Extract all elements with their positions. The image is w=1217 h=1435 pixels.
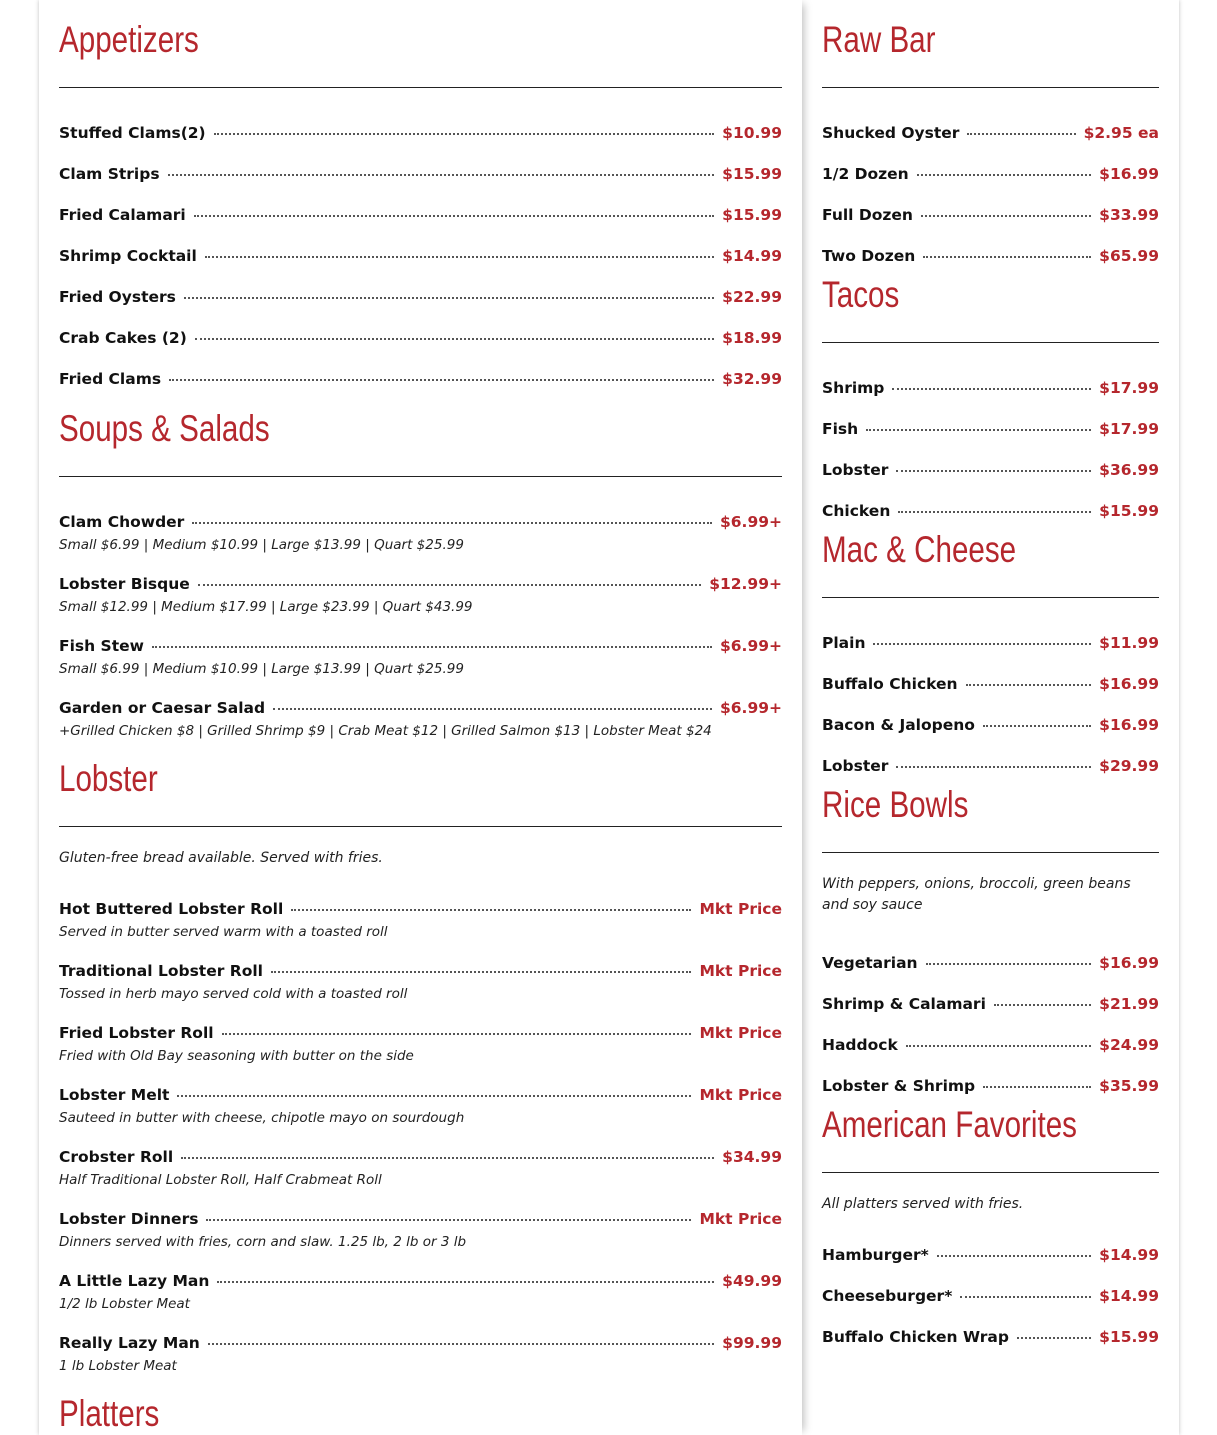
item-price: $6.99+ — [719, 637, 782, 655]
item-price: $65.99 — [1099, 247, 1159, 265]
menu-item — [822, 952, 1159, 993]
section-tacos — [822, 275, 1159, 530]
section-note: Gluten-free bread available. Served with fries. — [59, 850, 383, 866]
section-title: Appetizers — [59, 19, 199, 60]
dot-leader — [198, 584, 701, 586]
item-name: Buffalo Chicken — [822, 675, 958, 693]
item-name: A Little Lazy Man — [59, 1272, 210, 1290]
item-name: Shrimp — [822, 379, 885, 397]
item-name: Two Dozen — [822, 247, 916, 265]
section-lobster — [59, 759, 782, 1394]
menu-item — [59, 960, 782, 1022]
item-price: $18.99 — [722, 329, 782, 347]
item-price: $32.99 — [722, 370, 782, 388]
dot-leader — [966, 684, 1092, 686]
section-title: Platters — [59, 1393, 160, 1434]
menu-item — [822, 1075, 1159, 1105]
item-name: Really Lazy Man — [59, 1334, 200, 1352]
item-description: Fried with Old Bay seasoning with butter on the side — [59, 1048, 414, 1064]
menu-item — [59, 122, 782, 163]
item-name: 1/2 Dozen — [822, 165, 909, 183]
menu-item — [822, 245, 1159, 275]
dot-leader — [917, 174, 1091, 176]
dot-leader — [898, 511, 1091, 513]
section-note: With peppers, onions, broccoli, green beans and soy sauce — [822, 876, 1131, 913]
item-price: $17.99 — [1099, 420, 1159, 438]
item-price: $15.99 — [1099, 502, 1159, 520]
item-price: $36.99 — [1099, 461, 1159, 479]
menu-item — [822, 1034, 1159, 1075]
item-price: $33.99 — [1099, 206, 1159, 224]
item-price: Mkt Price — [699, 1024, 782, 1042]
item-price: $17.99 — [1099, 379, 1159, 397]
item-name: Crobster Roll — [59, 1148, 174, 1166]
item-name: Fried Oysters — [59, 288, 176, 306]
item-price: $29.99 — [1099, 757, 1159, 775]
item-name: Hot Buttered Lobster Roll — [59, 900, 284, 918]
item-price: $14.99 — [1099, 1287, 1159, 1305]
item-price: Mkt Price — [699, 900, 782, 918]
menu-item — [59, 1146, 782, 1208]
section-appetizers — [59, 20, 782, 409]
section-soups-salads — [59, 409, 782, 759]
menu-item — [59, 1332, 782, 1394]
item-name: Fried Clams — [59, 370, 162, 388]
dot-leader — [937, 1255, 1091, 1257]
section-rice-bowls — [822, 785, 1159, 1105]
item-name: Fried Lobster Roll — [59, 1024, 214, 1042]
item-description: Served in butter served warm with a toasted roll — [59, 924, 388, 940]
menu-item — [822, 459, 1159, 500]
item-name: Full Dozen — [822, 206, 913, 224]
dot-leader — [217, 1281, 714, 1283]
dot-leader — [181, 1157, 714, 1159]
item-price: Mkt Price — [699, 1086, 782, 1104]
dot-leader — [195, 338, 714, 340]
menu-item — [59, 368, 782, 409]
menu-item — [59, 204, 782, 245]
menu-item — [59, 245, 782, 286]
item-price: $10.99 — [722, 124, 782, 142]
section-raw-bar — [822, 20, 1159, 275]
dot-leader — [273, 708, 712, 710]
menu-item — [822, 1326, 1159, 1367]
section-note: All platters served with fries. — [822, 1196, 1024, 1212]
dot-leader — [896, 470, 1091, 472]
item-name: Cheeseburger* — [822, 1287, 953, 1305]
item-description: +Grilled Chicken $8 | Grilled Shrimp $9 | Crab Meat $12 | Grilled Salmon $13 | Lobster Meat $24 — [59, 723, 712, 739]
menu-item — [822, 993, 1159, 1034]
menu-item — [822, 755, 1159, 785]
item-name: Garden or Caesar Salad — [59, 699, 266, 717]
section-title: Tacos — [822, 274, 900, 315]
menu-item — [59, 635, 782, 697]
item-price: $15.99 — [722, 206, 782, 224]
dot-leader — [184, 297, 714, 299]
menu-item — [822, 673, 1159, 714]
item-name: Lobster & Shrimp — [822, 1077, 976, 1095]
dot-leader — [169, 379, 714, 381]
item-name: Haddock — [822, 1036, 898, 1054]
item-price: $99.99 — [722, 1334, 782, 1352]
dot-leader — [892, 388, 1091, 390]
item-price: $6.99+ — [719, 699, 782, 717]
menu-item — [822, 204, 1159, 245]
item-name: Shucked Oyster — [822, 124, 960, 142]
item-name: Fried Calamari — [59, 206, 186, 224]
section-mac-cheese — [822, 530, 1159, 785]
dot-leader — [1017, 1337, 1091, 1339]
menu-item — [822, 1285, 1159, 1326]
item-name: Stuffed Clams(2) — [59, 124, 206, 142]
menu-item — [59, 1208, 782, 1270]
item-price: $24.99 — [1099, 1036, 1159, 1054]
menu-item — [59, 286, 782, 327]
dot-leader — [921, 215, 1091, 217]
dot-leader — [994, 1004, 1091, 1006]
dot-leader — [192, 522, 712, 524]
dot-leader — [222, 1033, 692, 1035]
section-title: Mac & Cheese — [822, 529, 1017, 570]
dot-leader — [923, 256, 1091, 258]
menu-item — [59, 1022, 782, 1084]
dot-leader — [177, 1095, 691, 1097]
menu-item — [59, 1084, 782, 1146]
dot-leader — [983, 725, 1091, 727]
menu-item — [822, 122, 1159, 163]
item-price: $34.99 — [722, 1148, 782, 1166]
item-price: $16.99 — [1099, 954, 1159, 972]
item-description: Half Traditional Lobster Roll, Half Crabmeat Roll — [59, 1172, 382, 1188]
item-name: Clam Chowder — [59, 513, 185, 531]
dot-leader — [926, 963, 1092, 965]
section-american-favorites — [822, 1105, 1159, 1367]
item-description: Dinners served with fries, corn and slaw. 1.25 lb, 2 lb or 3 lb — [59, 1234, 467, 1250]
item-description: Sauteed in butter with cheese, chipotle mayo on sourdough — [59, 1110, 465, 1126]
item-price: $14.99 — [1099, 1246, 1159, 1264]
item-name: Fish Stew — [59, 637, 144, 655]
menu-item — [822, 714, 1159, 755]
section-title: Raw Bar — [822, 19, 936, 60]
item-name: Hamburger* — [822, 1246, 929, 1264]
item-description: 1/2 lb Lobster Meat — [59, 1296, 190, 1312]
menu-item — [822, 377, 1159, 418]
menu-item — [59, 511, 782, 573]
item-price: $16.99 — [1099, 675, 1159, 693]
menu-item — [59, 573, 782, 635]
item-price: $16.99 — [1099, 716, 1159, 734]
item-name: Clam Strips — [59, 165, 160, 183]
item-description: Tossed in herb mayo served cold with a toasted roll — [59, 986, 408, 1002]
menu-page — [39, 0, 1179, 1435]
item-name: Crab Cakes (2) — [59, 329, 187, 347]
item-name: Lobster Bisque — [59, 575, 190, 593]
right-column — [802, 0, 1179, 1435]
section-title: American Favorites — [822, 1104, 1077, 1145]
item-price: $15.99 — [1099, 1328, 1159, 1346]
dot-leader — [967, 133, 1075, 135]
section-platters — [59, 1394, 782, 1434]
left-column — [39, 0, 802, 1435]
item-name: Traditional Lobster Roll — [59, 962, 263, 980]
dot-leader — [208, 1343, 714, 1345]
item-description: 1 lb Lobster Meat — [59, 1358, 177, 1374]
item-price: Mkt Price — [699, 1210, 782, 1228]
item-name: Vegetarian — [822, 954, 918, 972]
item-price: $49.99 — [722, 1272, 782, 1290]
item-price: $11.99 — [1099, 634, 1159, 652]
item-price: $35.99 — [1099, 1077, 1159, 1095]
item-name: Buffalo Chicken Wrap — [822, 1328, 1009, 1346]
menu-item — [59, 697, 782, 759]
item-price: $22.99 — [722, 288, 782, 306]
menu-item — [822, 418, 1159, 459]
dot-leader — [194, 215, 714, 217]
dot-leader — [271, 971, 691, 973]
item-description: Small $6.99 | Medium $10.99 | Large $13.99 | Quart $25.99 — [59, 537, 464, 553]
dot-leader — [873, 643, 1091, 645]
item-name: Fish — [822, 420, 859, 438]
section-title: Lobster — [59, 758, 158, 799]
item-price: $21.99 — [1099, 995, 1159, 1013]
dot-leader — [983, 1086, 1091, 1088]
item-name: Lobster — [822, 757, 889, 775]
item-price: $2.95 ea — [1083, 124, 1159, 142]
item-name: Plain — [822, 634, 866, 652]
item-name: Bacon & Jalopeno — [822, 716, 975, 734]
item-name: Chicken — [822, 502, 891, 520]
item-price: $6.99+ — [719, 513, 782, 531]
menu-item — [59, 898, 782, 960]
item-name: Shrimp & Calamari — [822, 995, 986, 1013]
dot-leader — [206, 1219, 691, 1221]
dot-leader — [205, 256, 714, 258]
menu-item — [822, 500, 1159, 530]
dot-leader — [214, 133, 715, 135]
item-price: $14.99 — [722, 247, 782, 265]
item-name: Lobster Melt — [59, 1086, 170, 1104]
item-description: Small $6.99 | Medium $10.99 | Large $13.99 | Quart $25.99 — [59, 661, 464, 677]
dot-leader — [896, 766, 1091, 768]
menu-item — [59, 1270, 782, 1332]
item-description: Small $12.99 | Medium $17.99 | Large $23.99 | Quart $43.99 — [59, 599, 473, 615]
menu-item — [822, 1244, 1159, 1285]
menu-item — [59, 327, 782, 368]
dot-leader — [152, 646, 712, 648]
item-price: $16.99 — [1099, 165, 1159, 183]
dot-leader — [906, 1045, 1091, 1047]
menu-item — [822, 163, 1159, 204]
item-name: Lobster Dinners — [59, 1210, 199, 1228]
item-name: Lobster — [822, 461, 889, 479]
item-price: Mkt Price — [699, 962, 782, 980]
item-price: $15.99 — [722, 165, 782, 183]
dot-leader — [291, 909, 691, 911]
item-name: Shrimp Cocktail — [59, 247, 197, 265]
dot-leader — [866, 429, 1091, 431]
section-title: Rice Bowls — [822, 784, 969, 825]
dot-leader — [168, 174, 715, 176]
menu-item — [822, 632, 1159, 673]
item-price: $12.99+ — [709, 575, 782, 593]
menu-item — [59, 163, 782, 204]
section-title: Soups & Salads — [59, 408, 270, 449]
dot-leader — [960, 1296, 1091, 1298]
